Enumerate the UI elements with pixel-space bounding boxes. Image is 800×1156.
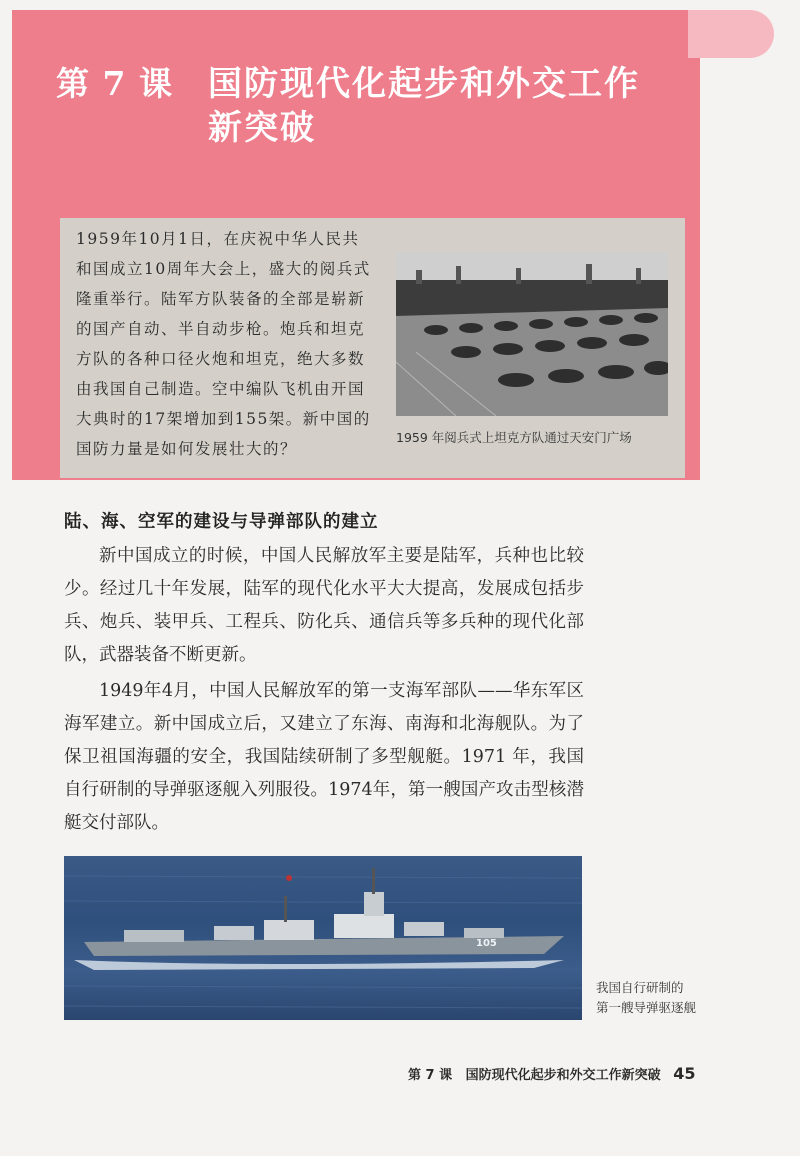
- tank-photo-caption: 1959 年阅兵式上坦克方队通过天安门广场: [396, 430, 632, 445]
- body-paragraph: 1949年4月，中国人民解放军的第一支海军部队——华东军区海军建立。新中国成立后，又建立了东海、南海和北海舰队。为了保卫祖国海疆的安全，我国陆续研制了多型舰艇。1971 年，我国自行研制的导弹驱逐舰入列服役。1974年，第一艘国产攻击型核潜艇交付部队。: [64, 681, 584, 833]
- destroyer-caption-line2: 第一艘导弹驱逐舰: [596, 1000, 697, 1015]
- destroyer-photo: [64, 856, 582, 1020]
- destroyer-caption-line1: 我国自行研制的: [596, 980, 684, 995]
- destroyer-illustration: [64, 856, 582, 1020]
- page-number: 45: [673, 1064, 696, 1083]
- lesson-title-line1: 国防现代化起步和外交工作: [208, 64, 640, 104]
- intro-paragraph: 1959年10月1日，在庆祝中华人民共和国成立10周年大会上，盛大的阅兵式隆重举行。陆军方队装备的全部是崭新的国产自动、半自动步枪。炮兵和坦克方队的各种口径火炮和坦克，绝大多数由我国自己制造。空中编队飞机由开国大典时的17架增加到155架。新中国的国防力量是如何发展壮大的？: [76, 230, 371, 458]
- section-heading: 陆、海、空军的建设与导弹部队的建立: [64, 512, 379, 532]
- page-footer: [408, 1064, 695, 1083]
- lesson-title-text: [208, 62, 688, 150]
- footer-lesson-title: 第 7 课 国防现代化起步和外交工作新突破: [408, 1068, 661, 1083]
- lesson-title: [56, 62, 640, 148]
- lesson-number: 第 7 课: [56, 64, 173, 103]
- section-body: [64, 540, 584, 843]
- tank-parade-illustration: [396, 252, 668, 416]
- lesson-header-tab: [688, 10, 774, 58]
- tank-parade-photo: [396, 252, 668, 416]
- destroyer-photo-caption: [596, 978, 726, 1018]
- hull-number: 105: [476, 938, 497, 949]
- body-paragraph: 新中国成立的时候，中国人民解放军主要是陆军，兵种也比较少。经过几十年发展，陆军的现代化水平大大提高，发展成包括步兵、炮兵、装甲兵、工程兵、防化兵、通信兵等多兵种的现代化部队，武器装备不断更新。: [64, 546, 584, 665]
- lesson-title-line2: 新突破: [208, 108, 316, 148]
